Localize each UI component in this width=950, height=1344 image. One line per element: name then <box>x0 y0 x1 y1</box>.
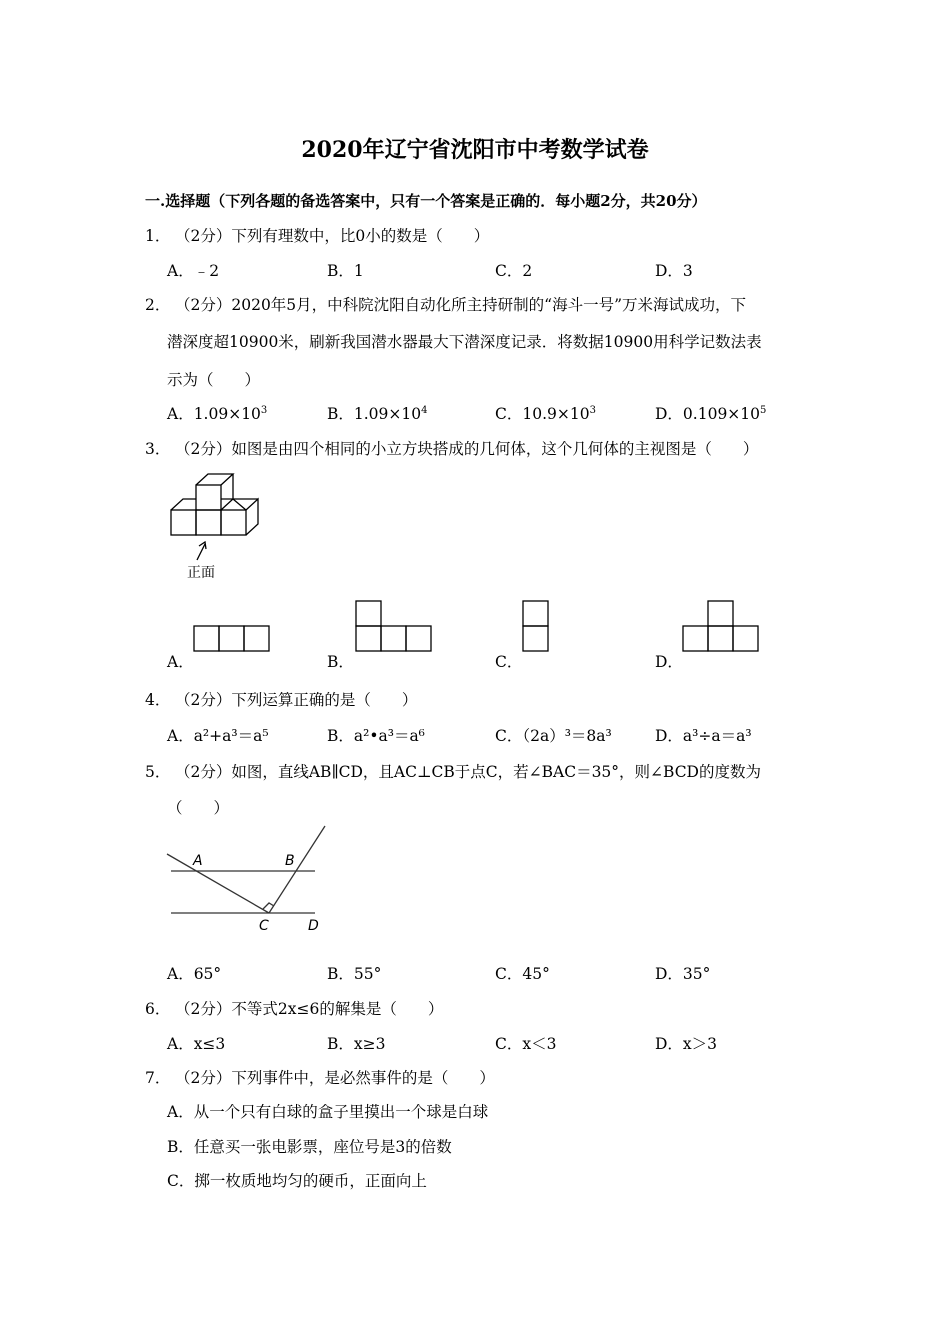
option-c: C．2 <box>495 262 533 280</box>
option-a: A．a²+a³＝a⁵ <box>167 727 269 745</box>
option-c: C．45° <box>495 965 550 983</box>
option-b: B．a²•a³＝a⁶ <box>327 727 425 745</box>
option-a: A．65° <box>167 965 222 983</box>
option-d: D．$0.109\times 10^5$ <box>655 405 767 423</box>
cube-front <box>171 510 196 535</box>
cube-front <box>196 510 221 535</box>
question-stem-line: 潜深度超10900米，刷新我国潜水器最大下潜深度记录．将数据10900用科学记数法表 <box>167 333 762 351</box>
option-c: C．x＜3 <box>495 1035 557 1053</box>
option-b: B．任意买一张电影票，座位号是3的倍数 <box>167 1138 452 1156</box>
option-a: A．﹣2 <box>167 262 220 280</box>
section-heading: 一.选择题（下列各题的备选答案中，只有一个答案是正确的．每小题2分，共20分） <box>145 192 707 210</box>
question-stem-line: 示为（ ） <box>167 371 261 389</box>
cube-solid-figure <box>165 470 275 580</box>
question-stem: （2分）下列事件中，是必然事件的是（ ） <box>175 1069 495 1087</box>
point-a-label: A <box>193 853 203 869</box>
option-b: B． <box>327 653 354 671</box>
option-a: A．从一个只有白球的盒子里摸出一个球是白球 <box>167 1103 489 1121</box>
option-b: B．x≥3 <box>327 1035 386 1053</box>
point-c-label: C <box>259 918 269 934</box>
option-a-figure <box>193 625 273 655</box>
segment-cb <box>269 826 325 913</box>
question-stem: （2分）如图，直线AB∥CD，且AC⊥CB于点C，若∠BAC＝35°，则∠BCD的度数为 <box>175 763 761 781</box>
question-stem: （2分）下列运算正确的是（ ） <box>175 691 418 709</box>
option-d: D．3 <box>655 262 693 280</box>
option-c: C．（2a）³＝8a³ <box>495 727 612 745</box>
question-number: 5． <box>145 763 171 781</box>
option-b: B．55° <box>327 965 382 983</box>
option-b-figure <box>355 600 435 655</box>
option-b: B．1 <box>327 262 364 280</box>
cube-top <box>196 485 221 510</box>
question-stem: （2分）不等式2x≤6的解集是（ ） <box>175 1000 444 1018</box>
option-a: A． <box>167 653 194 671</box>
question-stem: （2分）如图是由四个相同的小立方块搭成的几何体，这个几何体的主视图是（ ） <box>175 440 759 458</box>
option-c-figure <box>522 600 552 655</box>
segment-ac <box>167 854 269 913</box>
question-number: 7． <box>145 1069 171 1087</box>
point-b-label: B <box>285 853 295 869</box>
arrow-line <box>197 544 205 560</box>
question-number: 1． <box>145 227 171 245</box>
cube-front <box>221 510 246 535</box>
option-d: D．a³÷a＝a³ <box>655 727 752 745</box>
page-title: 2020年辽宁省沈阳市中考数学试卷 <box>301 137 649 163</box>
question-number: 3． <box>145 440 171 458</box>
question-number: 6． <box>145 1000 171 1018</box>
option-d: D．x＞3 <box>655 1035 718 1053</box>
point-d-label: D <box>308 918 319 934</box>
option-d: D． <box>655 653 683 671</box>
option-d-figure <box>682 600 762 655</box>
option-c: C．$10.9\times 10^3$ <box>495 405 596 423</box>
option-b: B．$1.09\times 10^4$ <box>327 405 428 423</box>
question-stem-line: （ ） <box>167 799 230 817</box>
parallel-lines-figure <box>165 825 335 935</box>
figure-label: 正面 <box>187 565 215 581</box>
option-a: A．x≤3 <box>167 1035 226 1053</box>
question-stem: （2分）下列有理数中，比0小的数是（ ） <box>175 227 490 245</box>
option-c: C． <box>495 653 523 671</box>
question-number: 4． <box>145 691 171 709</box>
question-stem: （2分）2020年5月，中科院沈阳自动化所主持研制的“海斗一号”万米海试成功，下 <box>175 296 747 314</box>
option-a: A．$1.09\times 10^3$ <box>167 405 268 423</box>
option-c: C．掷一枚质地均匀的硬币，正面向上 <box>167 1172 427 1190</box>
question-number: 2． <box>145 296 171 314</box>
option-d: D．35° <box>655 965 711 983</box>
